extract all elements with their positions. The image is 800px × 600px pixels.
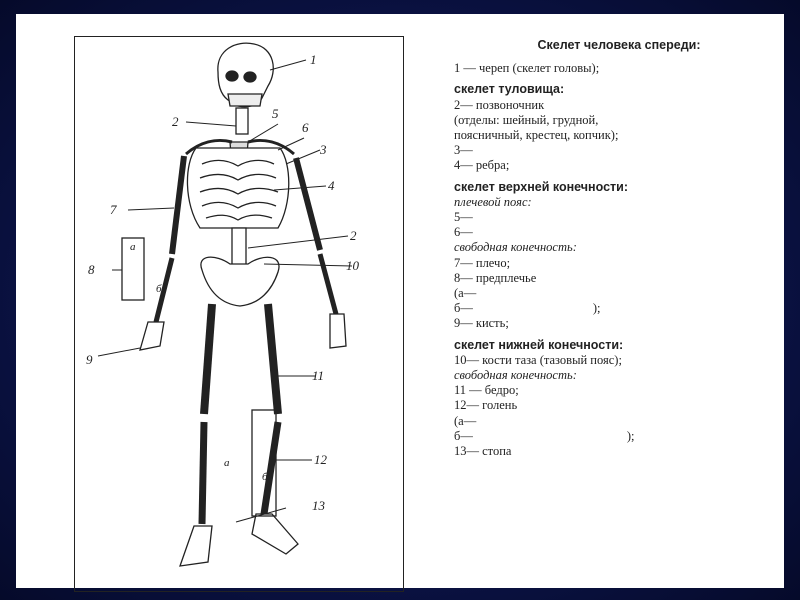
legend-line-4: 4— ребра; <box>454 158 510 173</box>
hand-left <box>140 322 164 350</box>
legend-line-8b: б— ); <box>454 301 601 316</box>
label-5: 5 <box>272 106 279 121</box>
legend-title: Скелет человека спереди: <box>537 38 701 52</box>
upper-limb-heading: скелет верхней конечности: <box>454 179 628 194</box>
rib-cage <box>187 148 288 228</box>
legend-line-8a: (а— <box>454 286 477 301</box>
label-2-spine: 2 <box>350 228 357 243</box>
legend-line-2c: поясничный, крестец, копчик); <box>454 128 619 143</box>
humerus-right <box>296 158 320 250</box>
hand-right <box>330 314 346 348</box>
legend-line-8: 8— предплечье <box>454 270 537 285</box>
tibia-left <box>202 422 204 524</box>
legend-line-12a: (а— <box>454 413 477 428</box>
label-shin-b: б <box>262 471 268 483</box>
label-2: 2 <box>172 114 179 129</box>
femur-right <box>268 304 278 414</box>
legend-line-3: 3— <box>454 143 473 158</box>
label-forearm-b: б <box>156 283 162 295</box>
eye-socket-left <box>226 71 238 81</box>
legend-line-2: 2— позвоночник <box>454 97 545 112</box>
legend-line-2b: (отделы: шейный, грудной, <box>454 112 599 127</box>
legend-line-12b: б— ); <box>454 428 635 443</box>
legend-line-10: 10— кости таза (тазовый пояс); <box>454 352 622 367</box>
legend-line-9: 9— кисть; <box>454 316 509 331</box>
label-11: 11 <box>312 368 325 383</box>
free-limb-label-upper: свободная конечность: <box>454 240 577 255</box>
lumbar-spine <box>232 228 246 268</box>
slide-sheet <box>16 14 784 588</box>
humerus-left <box>172 156 184 254</box>
cervical-spine <box>236 108 248 134</box>
label-8: 8 <box>88 262 95 277</box>
legend-line-13: 13— стопа <box>454 444 512 459</box>
label-6: 6 <box>302 120 309 135</box>
lower-limb-heading: скелет нижней конечности: <box>454 337 624 352</box>
label-13: 13 <box>312 498 325 513</box>
shoulder-belt-label: плечевой пояс: <box>454 194 532 209</box>
legend-line-12: 12— голень <box>454 398 518 413</box>
label-10: 10 <box>346 258 359 273</box>
legend-line-6: 6— <box>454 225 473 240</box>
legend-line-5: 5— <box>454 210 473 225</box>
free-limb-label-lower: свободная конечность: <box>454 368 577 383</box>
legend-text <box>454 38 784 459</box>
femur-left <box>204 304 212 414</box>
label-12: 12 <box>314 452 327 467</box>
label-3: 3 <box>320 142 327 157</box>
label-7: 7 <box>110 202 117 217</box>
label-shin-a: а <box>224 457 230 469</box>
legend-line-1: 1 — череп (скелет головы); <box>454 61 600 76</box>
legend-line-7: 7— плечо; <box>454 255 511 270</box>
label-4: 4 <box>328 178 335 193</box>
label-1: 1 <box>310 52 317 67</box>
jaw <box>228 94 262 106</box>
foot-right <box>252 514 298 554</box>
forearm-right <box>320 254 336 314</box>
label-9: 9 <box>86 352 93 367</box>
trunk-heading: скелет туловища: <box>454 82 565 97</box>
legend-line-11: 11 — бедро; <box>454 383 519 398</box>
label-forearm-a: а <box>130 241 136 253</box>
eye-socket-right <box>244 72 256 82</box>
foot-left <box>180 526 212 566</box>
